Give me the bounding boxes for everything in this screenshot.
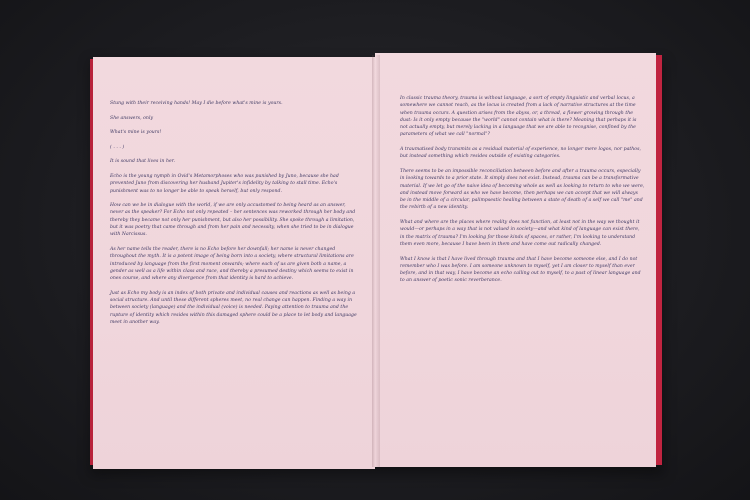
booklet-spine-gutter [372,55,380,467]
left-paragraph: It is sound that lives in her. [110,159,175,165]
right-page-text [400,95,645,292]
right-paragraph: A traumatised body transmits as a residual material of experience, no longer mere logos, nor pathos, but instead something which resides outside of existing categories. [400,147,642,160]
left-page-text [110,100,358,334]
right-paragraph: In classic trauma theory, trauma is without language, a sort of empty linguistic and verbal locus, a somewhere we cannot reach, as the locus is created from a lack of narrative structures at the time when trauma occurs. A question arises from the abyss, or, a thread, a flower growing through the dust: Is it only empty because the "world" cannot contain what is there? Meaning that perhaps it is not actually empty, but merely lacking in a language that we are able to recognise, confined by the parameters of what we call "normal"? [400,96,637,138]
red-cover-edge-right [656,55,662,465]
left-paragraph: ( . . . ) [110,144,125,150]
right-paragraph: There seems to be an impossible reconciliation between before and after a trauma occurs, especially in looking towards to a prior state. It simply does not exist. Instead, trauma can be a transformative material. If we let go of the naive idea of becoming whole as well as looking to return to who we were, and instead move forward as who we have become, then perhaps we can accept that we will always be in the middle of a circular, palimpsestic healing between a state of death of a self we call "me" and the rebirth of a new identity. [400,168,645,211]
left-paragraph: Stung with their receiving hands! May I die before what's mine is yours. [110,101,283,106]
left-paragraph: She answers, only [110,115,154,121]
left-paragraph: As her name tells the reader, there is no Echo before her downfall; her name is never changed throughout the myth. It is a potent image of being born into a society, where structural limitations are introduced by language from the first moment onwards; where each of us are given both a name, a gender as well as a life within class and race, and thereby a presumed destiny which seems to exist in ones course, and where any divergence from that identity is hard to achieve. [110,246,354,282]
left-page [93,57,375,469]
right-page [375,53,656,467]
right-paragraph: What and where are the places where reality does not function, at least not in the way we thought it would—or perhaps in a way that is not valued in society—and what kind of language can exist there, in the matrix of trauma? I'm looking for those kinds of spaces, or rather, I'm looking to understand them even more, because I have been in them and have come out radically changed. [400,220,640,247]
left-paragraph: How can we be in dialogue with the world, if we are only accustomed to being heard as an answer, never as the speaker? For Echo not only repeated – her sentences was reworked through her body and thereby they became not only her punishment, but also her possibility. She spoke through a limitation, but it was poetry that came through and from her pain and necessity, when she tried to be in dialogue with Narcissus. [110,203,356,238]
left-paragraph: Just as Echo my body is an index of both private and individual causes and reactions as well as being a social structure. And until these different spheres meet, no real change can happen. Finding a way in between society (language) and the individual (voice) is needed. Paying attention to trauma and the rupture of identity which resides within this damaged sphere could be a place to let body and language meet in another way. [110,290,357,325]
left-paragraph: Echo is the young nymph in Ovid's Metamorphoses who was punished by Juno, because she had prevented Juno from discovering her husband Jupiter's infidelity by talking to stall time. Echo's punishment was to no longer be able to speak herself, but only respond. [110,173,339,194]
left-paragraph: What's mine is yours! [110,130,162,136]
right-paragraph: What I know is that I have lived through trauma and that I have become someone else, and I do not remember who I was before. I am someone unknown to myself, yet I am closer to myself than ever before, and in that way, I have become an echo calling out to myself, to a past of linear language and to an answer of poetic sonic reverberance. [400,256,641,284]
open-booklet [86,53,662,470]
